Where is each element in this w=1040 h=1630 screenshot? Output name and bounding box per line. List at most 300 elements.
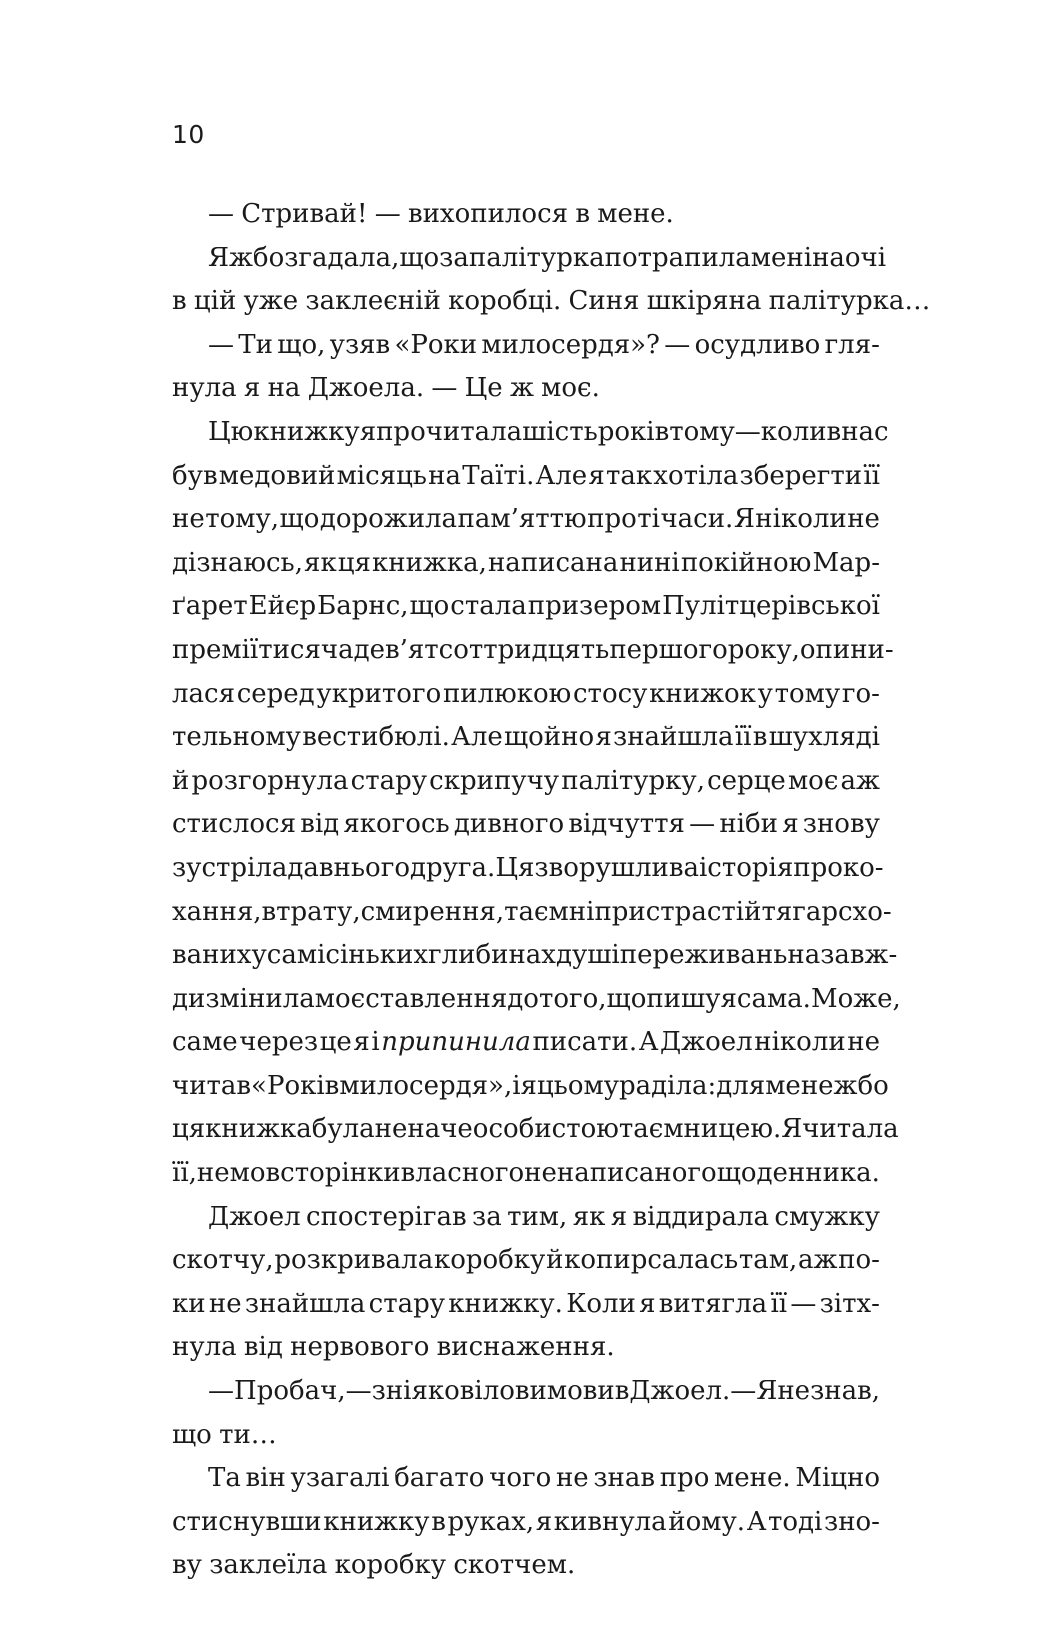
word: сторінки (280, 1158, 401, 1189)
word: Ця (495, 852, 535, 883)
word: про (793, 852, 843, 883)
word: мене (765, 1070, 834, 1101)
word: в (431, 1506, 446, 1537)
word: знайшла (244, 1288, 366, 1319)
word: коли (760, 416, 827, 447)
word: ко- (842, 852, 884, 883)
word: нервового (290, 1332, 430, 1363)
word: аж (840, 765, 880, 796)
word: Джоел (660, 1027, 753, 1058)
word: — (734, 416, 761, 447)
word: Стривай! (241, 199, 368, 229)
word: шість (522, 416, 598, 447)
word: я (359, 416, 377, 447)
word: й (744, 896, 762, 927)
word: від (243, 1332, 283, 1363)
word: вестибюлі. (302, 722, 450, 753)
word: ненаписаного (524, 1158, 717, 1189)
word: її (863, 460, 880, 491)
word: уже (243, 286, 299, 317)
word: чого (489, 1463, 552, 1494)
text-line (172, 1021, 880, 1065)
word: книжок (649, 678, 756, 709)
word: смужку (774, 1201, 880, 1232)
word: копирсалась (564, 1245, 739, 1276)
word: книжка, (372, 547, 487, 578)
word: щойно (503, 722, 595, 753)
word: особистою (472, 1114, 619, 1145)
word: «Років (251, 1070, 340, 1101)
word: року, (727, 634, 800, 665)
word: неначе (374, 1114, 473, 1145)
word: це (319, 1027, 352, 1058)
word: знайшла (613, 722, 734, 753)
word: заклеїла (209, 1550, 328, 1581)
word: руках, (447, 1506, 535, 1537)
word: Ейєр (248, 591, 317, 622)
text-line (172, 1501, 880, 1545)
word: не (777, 1376, 811, 1407)
word: історія (698, 852, 794, 883)
word: шкіряна (646, 286, 762, 317)
word: пишу (646, 983, 721, 1014)
word: йому. (668, 1506, 746, 1537)
page-number: 10 (172, 120, 205, 149)
word: зно- (824, 1506, 880, 1537)
word: згадала, (284, 242, 400, 273)
word: він (245, 1463, 286, 1494)
word: що, (277, 329, 326, 360)
text-line (172, 324, 880, 368)
word: місяць (336, 460, 427, 491)
word: у (757, 678, 773, 709)
word: дорожила (319, 504, 458, 535)
word: стислося (172, 809, 296, 840)
word: пилюкою (442, 678, 572, 709)
word: — (431, 373, 458, 404)
word: скрипучу (429, 765, 560, 796)
word: лася (172, 678, 235, 709)
word: коробку (334, 1550, 447, 1581)
word: знав (593, 1463, 656, 1494)
word: зустріла (172, 852, 288, 883)
word: в (575, 199, 590, 229)
word: не (847, 504, 880, 535)
word: за (472, 1201, 502, 1232)
word: моє (314, 983, 366, 1014)
word: — (689, 809, 716, 840)
word: зберегти (739, 460, 863, 491)
word: там, (738, 1245, 798, 1276)
word: очі (844, 242, 887, 273)
word: відчуття (568, 809, 685, 840)
word: часи. (660, 504, 734, 535)
word: глибинах (428, 940, 556, 971)
text-line (172, 542, 880, 586)
word: А (638, 1027, 659, 1058)
text-line (172, 1239, 880, 1283)
word: по- (838, 1245, 880, 1276)
word: нині (619, 547, 680, 578)
word: го- (841, 678, 880, 709)
word: я (353, 1027, 370, 1058)
word: — (345, 1376, 372, 1407)
word: аж (798, 1245, 838, 1276)
word: виснаження. (436, 1332, 615, 1363)
word: я (520, 1070, 537, 1101)
word: знав, (810, 1376, 880, 1407)
word: я (588, 460, 605, 491)
word: хання, (172, 896, 262, 927)
text-line (172, 629, 894, 673)
word: — (208, 329, 234, 360)
word: стару (368, 1288, 446, 1319)
word: не (208, 1288, 242, 1319)
word: давнього (287, 852, 410, 883)
word: нула (172, 373, 237, 404)
text-line (172, 673, 880, 717)
word: Синя (568, 286, 640, 317)
word: нула (172, 1332, 237, 1363)
word: багато (394, 1463, 485, 1494)
word: бо (252, 242, 285, 273)
word: я (610, 1201, 628, 1232)
word: книжку (253, 416, 360, 447)
word: тим, (507, 1201, 568, 1232)
word: пам’яттю (457, 504, 587, 535)
text-line (172, 498, 880, 542)
word: покійною (680, 547, 812, 578)
word: схо- (838, 896, 892, 927)
word: медовий (218, 460, 336, 491)
word: припинила (381, 1027, 531, 1058)
word: й (172, 765, 190, 796)
word: таємницею. (618, 1114, 782, 1145)
word: Коли (566, 1288, 636, 1319)
word: була (311, 1114, 375, 1145)
word: Я (781, 1114, 803, 1145)
word: що (172, 1419, 212, 1450)
word: шухляді (768, 722, 880, 753)
word: Джоела. (307, 373, 425, 404)
text-line (172, 193, 880, 237)
word: що (399, 242, 440, 273)
word: якогось (343, 809, 450, 840)
word: дев’ятсот (353, 634, 484, 665)
word: в (172, 286, 187, 317)
word: заклеєній (305, 286, 441, 317)
word: Це (464, 373, 503, 404)
word: кивнула (553, 1506, 667, 1537)
word: читав (172, 1070, 252, 1101)
word: Пробач, (234, 1376, 346, 1407)
word: ставлення (365, 983, 508, 1014)
word: розгорнула (191, 765, 349, 796)
word: дивного (453, 809, 565, 840)
word: назавж- (787, 940, 898, 971)
word: — (790, 1288, 817, 1319)
word: тягар (761, 896, 838, 927)
word: призером (527, 591, 662, 622)
word: Мар- (812, 547, 880, 578)
word: розкривала (274, 1245, 434, 1276)
word: в (752, 722, 768, 753)
word: на (812, 242, 845, 273)
text-line (172, 367, 880, 411)
word: тому (774, 678, 841, 709)
text-line (172, 280, 931, 324)
word: ваних (172, 940, 252, 971)
word: що (606, 983, 647, 1014)
word: вихопилося (407, 199, 569, 229)
word: ця (337, 547, 371, 578)
word: мені (750, 242, 813, 273)
text-line (172, 1326, 880, 1370)
word: Та (208, 1463, 241, 1494)
text-line (172, 760, 880, 804)
word: Барнс, (317, 591, 409, 622)
word: Джоел. (629, 1376, 731, 1407)
word: Але (451, 722, 503, 753)
word: серед (236, 678, 315, 709)
word: А (746, 1506, 767, 1537)
word: хотіла (653, 460, 739, 491)
word: я (243, 373, 261, 404)
text-line (172, 1544, 880, 1588)
word: — (730, 1376, 757, 1407)
text-line (172, 455, 880, 499)
word: для (716, 1070, 766, 1101)
text-line (172, 1457, 880, 1501)
word: ніколи (754, 1027, 846, 1058)
word: я (782, 809, 799, 840)
word: і (512, 1070, 521, 1101)
word: сама. (736, 983, 811, 1014)
word: серце (707, 765, 786, 796)
word: книжку. (448, 1288, 563, 1319)
word: друга. (409, 852, 496, 883)
word: тридцять (483, 634, 610, 665)
word: Ти (238, 329, 273, 360)
word: як (572, 1201, 606, 1232)
word: читала (802, 1114, 899, 1145)
text-line (172, 803, 880, 847)
word: був (172, 460, 218, 491)
word: я (720, 983, 737, 1014)
word: ніколи (755, 504, 847, 535)
word: прочитала (376, 416, 523, 447)
text-line (172, 1370, 880, 1414)
word: тельному (172, 722, 301, 753)
word: нас (841, 416, 889, 447)
word: ґарет (172, 591, 248, 622)
body-text (172, 193, 931, 1588)
word: душі (555, 940, 620, 971)
text-line (172, 585, 880, 629)
word: не (555, 1463, 589, 1494)
word: ди (172, 983, 206, 1014)
word: на (267, 373, 301, 404)
word: років (597, 416, 670, 447)
word: власного (400, 1158, 525, 1189)
word: мене. (714, 1463, 791, 1494)
word: книжку (323, 1506, 430, 1537)
word: змінила (205, 983, 315, 1014)
word: Але (535, 460, 588, 491)
word: — (374, 199, 401, 229)
word: віддирала (632, 1201, 769, 1232)
word: Я (208, 242, 229, 273)
word: про (659, 1463, 710, 1494)
word: не (172, 504, 205, 535)
word: Міцно (795, 1463, 880, 1494)
word: спостерігав (306, 1201, 467, 1232)
word: зворушлива (534, 852, 699, 883)
word: у (251, 940, 267, 971)
word: стала (450, 591, 527, 622)
word: — (664, 329, 691, 360)
word: — (208, 1376, 234, 1407)
text-line (172, 891, 892, 935)
text-line (172, 934, 898, 978)
word: витягла (658, 1288, 768, 1319)
word: осудливо (694, 329, 821, 360)
word: не (847, 1027, 880, 1058)
word: скотчу, (172, 1245, 274, 1276)
word: стиснувши (172, 1506, 322, 1537)
text-line (172, 847, 884, 891)
word: милосердя», (339, 1070, 513, 1101)
word: «Роки (394, 329, 478, 360)
word: моє (787, 765, 839, 796)
word: скотчем. (453, 1550, 576, 1581)
word: стару (350, 765, 428, 796)
word: ти… (219, 1419, 277, 1450)
word: саме (172, 1027, 238, 1058)
word: потрапила (604, 242, 751, 273)
word: раділа: (619, 1070, 717, 1101)
word: Джоел (208, 1201, 301, 1232)
word: в (826, 416, 842, 447)
word: Я (733, 504, 755, 535)
word: що (409, 591, 450, 622)
word: писати. (532, 1027, 638, 1058)
word: ж (229, 242, 253, 273)
word: премії (172, 634, 259, 665)
word: її (734, 722, 752, 753)
word: так (605, 460, 653, 491)
word: Таїті. (462, 460, 535, 491)
word: ніби (719, 809, 778, 840)
word: тому (669, 416, 735, 447)
word: немов (196, 1158, 281, 1189)
word: ж (509, 373, 534, 404)
word: тому, (205, 504, 280, 535)
word: й (546, 1245, 564, 1276)
word: узяв (329, 329, 391, 360)
word: Може, (810, 983, 901, 1014)
word: вимовив (514, 1376, 630, 1407)
word: гля- (824, 329, 880, 360)
word: Пулітцерівської (662, 591, 880, 622)
word: коробці. (448, 286, 562, 317)
word: за (439, 242, 469, 273)
word: я (595, 722, 612, 753)
word: Цю (208, 416, 254, 447)
word: палітурка… (768, 286, 931, 317)
word: самісіньких (266, 940, 428, 971)
word: пристрасті (594, 896, 745, 927)
word: я (639, 1288, 656, 1319)
word: її, (172, 1158, 197, 1189)
word: тисяча (258, 634, 354, 665)
text-line (172, 1414, 880, 1458)
word: тоді (768, 1506, 823, 1537)
word: цій (193, 286, 237, 317)
word: книжка (205, 1114, 312, 1145)
word: на (428, 460, 462, 491)
word: її (770, 1288, 788, 1319)
word: ця (172, 1114, 206, 1145)
word: милосердя»? (481, 329, 660, 360)
text-line (172, 978, 901, 1022)
word: щоденника. (716, 1158, 880, 1189)
text-line (172, 1152, 880, 1196)
word: бо (857, 1070, 889, 1101)
word: що (279, 504, 320, 535)
text-line (172, 411, 889, 455)
word: втрату, (261, 896, 361, 927)
word: зніяковіло (371, 1376, 515, 1407)
text-line (172, 1065, 889, 1109)
word: палітурку, (561, 765, 705, 796)
word: першого (609, 634, 728, 665)
text-line (172, 1108, 899, 1152)
word: мене. (597, 199, 674, 229)
word: ки (172, 1288, 206, 1319)
text-line (172, 716, 880, 760)
word: ті (637, 504, 660, 535)
word: смирення, (360, 896, 505, 927)
text-line (172, 1283, 880, 1327)
word: ж (833, 1070, 858, 1101)
word: Я (756, 1376, 778, 1407)
word: і (371, 1027, 380, 1058)
word: моє. (541, 373, 600, 404)
word: про (587, 504, 637, 535)
word: стосу (573, 678, 648, 709)
word: написана (487, 547, 619, 578)
word: укритого (316, 678, 442, 709)
word: знову (802, 809, 880, 840)
word: палітурка (468, 242, 605, 273)
word: від (300, 809, 340, 840)
word: таємні (504, 896, 595, 927)
word: того, (538, 983, 607, 1014)
word: ву (172, 1550, 202, 1581)
text-line (172, 237, 887, 281)
text-line (172, 1196, 880, 1240)
word: опини- (799, 634, 894, 665)
word: до (507, 983, 539, 1014)
word: узагалі (290, 1463, 390, 1494)
word: я (535, 1506, 553, 1537)
word: зітх- (819, 1288, 880, 1319)
word: через (239, 1027, 319, 1058)
word: як (304, 547, 337, 578)
word: дізнаюсь, (172, 547, 303, 578)
word: — (208, 199, 234, 229)
